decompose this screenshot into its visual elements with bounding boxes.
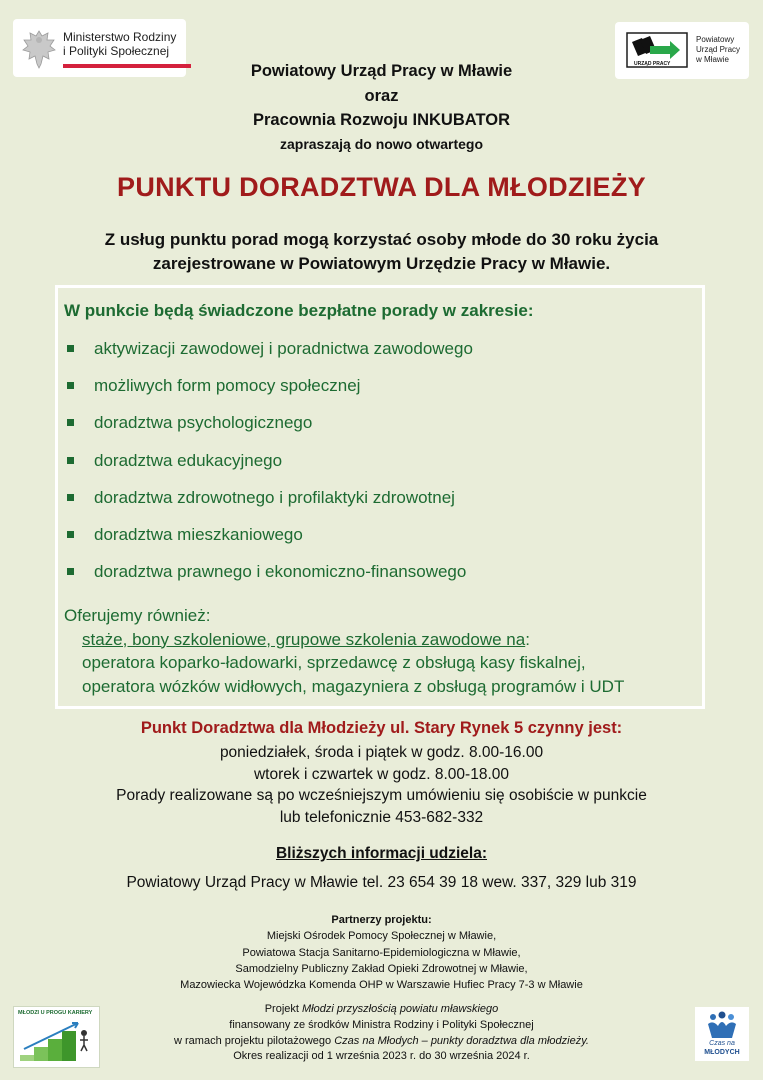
bullet-square-icon: [67, 457, 74, 464]
ministry-name: Ministerstwo Rodziny i Polityki Społecznej: [63, 30, 177, 58]
page-title: PUNKTU DORADZTWA DLA MŁODZIEŻY: [117, 172, 646, 202]
hours-title: Punkt Doradztwa dla Młodzieży ul. Stary Rynek 5 czynny jest:: [140, 719, 623, 737]
svg-text:URZĄD PRACY: URZĄD PRACY: [634, 61, 671, 67]
intro-text: Z usług punktu porad mogą korzystać osoby młode do 30 roku życia zarejestrowane w Powiatowym Urzędzie Pracy w Mławie.: [104, 230, 659, 273]
bullet-square-icon: [67, 345, 74, 352]
list-item: doradztwa zdrowotnego i profilaktyki zdrowotnej: [64, 487, 473, 524]
offer-line-1: staże, bony szkoleniowe, grupowe szkolenia zawodowe na:: [82, 629, 530, 649]
bullet-square-icon: [67, 382, 74, 389]
header-line-2: oraz: [364, 87, 399, 105]
offer-section: [64, 604, 624, 698]
czas-text-1: Czas na: [709, 1040, 735, 1047]
header-line-4: zapraszają do nowo otwartego: [279, 136, 484, 152]
bullet-square-icon: [67, 531, 74, 538]
bullet-square-icon: [67, 419, 74, 426]
contact-heading: Bliższych informacji udziela:: [275, 845, 488, 862]
mlodzi-title: MŁODZI U PROGU KARIERY: [18, 1010, 93, 1016]
pup-name: Powiatowy Urząd Pracy w Mławie: [696, 35, 741, 64]
list-item: doradztwa edukacyjnego: [64, 450, 473, 487]
offer-line-2: operatora koparko-ładowarki, sprzedawcę z obsługą kasy fiskalnej,: [82, 653, 586, 672]
contact-text: Powiatowy Urząd Pracy w Mławie tel. 23 654 39 18 wew. 337, 329 lub 319: [126, 874, 637, 891]
header-line-3: Pracownia Rozwoju INKUBATOR: [253, 111, 510, 129]
czas-na-mlodych-logo: [695, 1007, 749, 1061]
services-heading: W punkcie będą świadczone bezpłatne porady w zakresie:: [64, 301, 534, 320]
stairs-career-icon: [18, 1019, 94, 1063]
bullet-square-icon: [67, 494, 74, 501]
list-item: doradztwa prawnego i ekonomiczno-finansowego: [64, 561, 473, 598]
list-item: doradztwa psychologicznego: [64, 412, 473, 449]
offer-line-3: operatora wózków widłowych, magazyniera z obsługą programów i UDT: [82, 676, 625, 696]
project-footer: Projekt Młodzi przyszłością powiatu mławskiego finansowany ze środków Ministra Rodziny i Polityki Społecznej w ramach projektu pilotażowego Czas na Młodych – punkty doradztwa dla młodzieży. Okres realizacji od 1 września 2023 r. do 30 września 2024 r.: [174, 1003, 589, 1063]
list-item: doradztwa mieszkaniowego: [64, 524, 473, 561]
czas-text-2: MŁODYCH: [704, 1049, 740, 1056]
bullet-square-icon: [67, 568, 74, 575]
youth-figures-icon: [704, 1010, 740, 1040]
header-line-1: Powiatowy Urząd Pracy w Mławie: [250, 62, 513, 80]
offer-heading: Oferujemy również:: [64, 606, 211, 625]
partners-section: Partnerzy projektu: Miejski Ośrodek Pomocy Społecznej w Mławie, Powiatowa Stacja Sanitarno-Epidemiologiczna w Mławie, Samodzielny Publiczny Zakład Opieki Zdrowotnej w Mławie, Mazowiecka Wojewódzka Komenda OHP w Warszawie Hufiec Pracy 7-3 w Mławie: [180, 914, 583, 992]
hours-text: poniedziałek, środa i piątek w godz. 8.00-16.00 wtorek i czwartek w godz. 8.00-18.00 Porady realizowane są po wcześniejszym umówieniu się osobiście w punkcie lub telefonicznie 453-682-332: [116, 744, 647, 826]
list-item: aktywizacji zawodowej i poradnictwa zawodowego: [64, 338, 473, 375]
list-item: możliwych form pomocy społecznej: [64, 375, 473, 412]
services-list: [64, 338, 473, 598]
mlodzi-logo: [13, 1006, 100, 1068]
